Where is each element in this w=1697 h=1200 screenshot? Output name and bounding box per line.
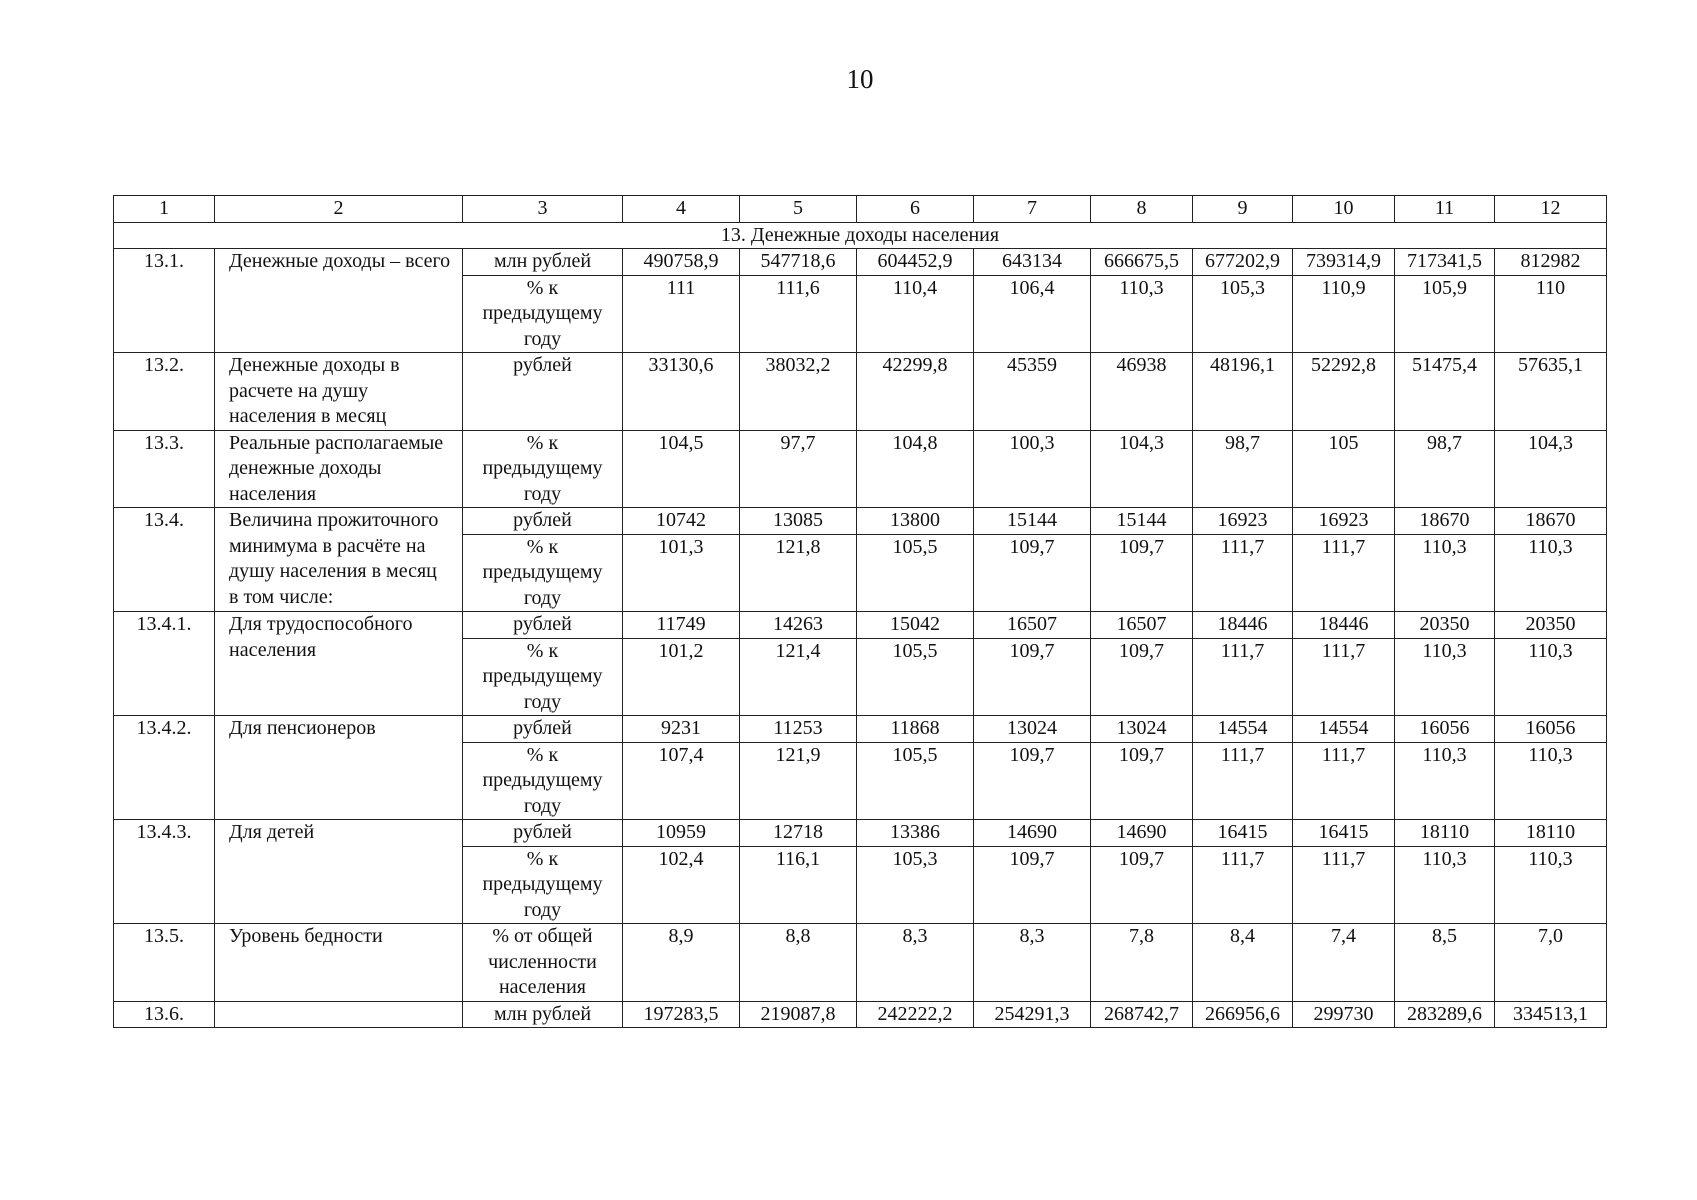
table-row xyxy=(114,508,1607,535)
value-cell: 104,5 xyxy=(623,430,740,508)
row-name xyxy=(215,249,463,353)
value-cell: 15144 xyxy=(974,508,1091,535)
value-cell: 13085 xyxy=(740,508,857,535)
table-row xyxy=(114,249,1607,276)
row-name-text: Реальные располагаемые денежные доходы населения xyxy=(229,431,444,505)
value-cell: 16056 xyxy=(1395,716,1495,743)
value-cell: 812982 xyxy=(1495,249,1607,276)
value-cell: 13386 xyxy=(857,820,974,847)
value-cell: 106,4 xyxy=(974,275,1091,353)
column-number-cell: 6 xyxy=(857,196,974,223)
table-row xyxy=(114,1001,1607,1028)
page-number: 10 xyxy=(846,64,874,94)
table-row xyxy=(114,716,1607,743)
value-cell: 14554 xyxy=(1293,716,1395,743)
income-table xyxy=(113,195,1607,1028)
value-cell: 7,0 xyxy=(1495,924,1607,1002)
value-cell: 14690 xyxy=(974,820,1091,847)
value-cell: 14690 xyxy=(1091,820,1193,847)
value-cell: 9231 xyxy=(623,716,740,743)
value-cell: 14554 xyxy=(1193,716,1293,743)
value-cell: 109,7 xyxy=(974,638,1091,716)
value-cell: 11253 xyxy=(740,716,857,743)
value-cell: 110,9 xyxy=(1293,275,1395,353)
value-cell: 111,6 xyxy=(740,275,857,353)
value-cell: 98,7 xyxy=(1395,430,1495,508)
column-number-cell: 8 xyxy=(1091,196,1193,223)
row-code: 13.4. xyxy=(114,508,215,612)
row-unit: рублей xyxy=(463,353,623,431)
value-cell: 13024 xyxy=(1091,716,1193,743)
value-cell: 18670 xyxy=(1495,508,1607,535)
row-name-text: Денежные доходы – всего xyxy=(229,250,451,272)
row-name xyxy=(215,508,463,612)
value-cell: 110 xyxy=(1495,275,1607,353)
column-number-cell: 11 xyxy=(1395,196,1495,223)
value-cell: 18110 xyxy=(1395,820,1495,847)
value-cell: 109,7 xyxy=(974,534,1091,612)
value-cell: 15144 xyxy=(1091,508,1193,535)
row-unit: % к предыдущему году xyxy=(463,534,623,612)
value-cell: 104,3 xyxy=(1495,430,1607,508)
value-cell: 105 xyxy=(1293,430,1395,508)
value-cell: 18670 xyxy=(1395,508,1495,535)
table-body xyxy=(114,196,1607,1028)
row-unit: рублей xyxy=(463,820,623,847)
table-row xyxy=(114,924,1607,1002)
value-cell: 111,7 xyxy=(1293,846,1395,924)
value-cell: 283289,6 xyxy=(1395,1001,1495,1028)
value-cell: 111,7 xyxy=(1293,534,1395,612)
value-cell: 121,8 xyxy=(740,534,857,612)
value-cell: 266956,6 xyxy=(1193,1001,1293,1028)
row-code: 13.4.2. xyxy=(114,716,215,820)
value-cell: 14263 xyxy=(740,612,857,639)
value-cell: 121,9 xyxy=(740,742,857,820)
row-name-text: Для детей xyxy=(229,821,315,843)
row-name-text: Величина прожиточного минимума в расчёте на душу населения в месяц xyxy=(229,509,439,582)
row-unit: млн рублей xyxy=(463,249,623,276)
value-cell: 666675,5 xyxy=(1091,249,1193,276)
value-cell: 677202,9 xyxy=(1193,249,1293,276)
value-cell: 57635,1 xyxy=(1495,353,1607,431)
table-row xyxy=(114,612,1607,639)
value-cell: 105,9 xyxy=(1395,275,1495,353)
row-unit: % к предыдущему году xyxy=(463,638,623,716)
value-cell: 110,3 xyxy=(1495,638,1607,716)
value-cell: 299730 xyxy=(1293,1001,1395,1028)
value-cell: 334513,1 xyxy=(1495,1001,1607,1028)
value-cell: 105,5 xyxy=(857,742,974,820)
value-cell: 109,7 xyxy=(1091,534,1193,612)
row-code: 13.4.1. xyxy=(114,612,215,716)
value-cell: 110,3 xyxy=(1495,534,1607,612)
value-cell: 111,7 xyxy=(1193,638,1293,716)
value-cell: 20350 xyxy=(1495,612,1607,639)
value-cell: 8,3 xyxy=(974,924,1091,1002)
value-cell: 105,5 xyxy=(857,534,974,612)
value-cell: 16056 xyxy=(1495,716,1607,743)
value-cell: 51475,4 xyxy=(1395,353,1495,431)
value-cell: 109,7 xyxy=(974,846,1091,924)
value-cell: 101,3 xyxy=(623,534,740,612)
value-cell: 105,3 xyxy=(1193,275,1293,353)
value-cell: 268742,7 xyxy=(1091,1001,1193,1028)
value-cell: 111,7 xyxy=(1193,742,1293,820)
value-cell: 116,1 xyxy=(740,846,857,924)
value-cell: 100,3 xyxy=(974,430,1091,508)
value-cell: 110,3 xyxy=(1395,742,1495,820)
row-code: 13.3. xyxy=(114,430,215,508)
row-unit: % к предыдущему году xyxy=(463,846,623,924)
column-number-cell: 9 xyxy=(1193,196,1293,223)
value-cell: 111,7 xyxy=(1193,534,1293,612)
section-title: 13. Денежные доходы населения xyxy=(114,222,1607,249)
value-cell: 18446 xyxy=(1293,612,1395,639)
value-cell: 7,4 xyxy=(1293,924,1395,1002)
value-cell: 110,3 xyxy=(1395,846,1495,924)
value-cell: 8,5 xyxy=(1395,924,1495,1002)
row-name xyxy=(215,1001,463,1028)
row-name xyxy=(215,430,463,508)
column-number-cell: 1 xyxy=(114,196,215,223)
row-unit: рублей xyxy=(463,508,623,535)
value-cell: 16415 xyxy=(1293,820,1395,847)
value-cell: 48196,1 xyxy=(1193,353,1293,431)
row-name-text: Уровень бедности xyxy=(229,925,383,947)
value-cell: 8,8 xyxy=(740,924,857,1002)
value-cell: 10742 xyxy=(623,508,740,535)
row-name-text: Для пенсионеров xyxy=(229,717,376,739)
value-cell: 105,3 xyxy=(857,846,974,924)
value-cell: 219087,8 xyxy=(740,1001,857,1028)
row-name-suffix: в том числе: xyxy=(229,585,334,608)
value-cell: 52292,8 xyxy=(1293,353,1395,431)
value-cell: 604452,9 xyxy=(857,249,974,276)
row-unit: % к предыдущему году xyxy=(463,275,623,353)
value-cell: 242222,2 xyxy=(857,1001,974,1028)
row-code: 13.4.3. xyxy=(114,820,215,924)
column-number-cell: 12 xyxy=(1495,196,1607,223)
table-row xyxy=(114,353,1607,431)
value-cell: 547718,6 xyxy=(740,249,857,276)
value-cell: 490758,9 xyxy=(623,249,740,276)
row-code: 13.1. xyxy=(114,249,215,353)
value-cell: 18110 xyxy=(1495,820,1607,847)
value-cell: 102,4 xyxy=(623,846,740,924)
value-cell: 11749 xyxy=(623,612,740,639)
value-cell: 110,3 xyxy=(1495,846,1607,924)
value-cell: 15042 xyxy=(857,612,974,639)
column-number-cell: 3 xyxy=(463,196,623,223)
row-unit: % от общей численности населения xyxy=(463,924,623,1002)
value-cell: 104,8 xyxy=(857,430,974,508)
column-number-cell: 5 xyxy=(740,196,857,223)
row-name xyxy=(215,353,463,431)
value-cell: 16507 xyxy=(974,612,1091,639)
row-name xyxy=(215,924,463,1002)
value-cell: 16923 xyxy=(1293,508,1395,535)
value-cell: 105,5 xyxy=(857,638,974,716)
value-cell: 18446 xyxy=(1193,612,1293,639)
value-cell: 739314,9 xyxy=(1293,249,1395,276)
value-cell: 111,7 xyxy=(1293,638,1395,716)
value-cell: 16923 xyxy=(1193,508,1293,535)
value-cell: 97,7 xyxy=(740,430,857,508)
value-cell: 42299,8 xyxy=(857,353,974,431)
row-name-text: Денежные доходы в расчете на душу населения в месяц xyxy=(229,354,400,427)
value-cell: 101,2 xyxy=(623,638,740,716)
row-unit: млн рублей xyxy=(463,1001,623,1028)
row-code: 13.2. xyxy=(114,353,215,431)
value-cell: 110,3 xyxy=(1495,742,1607,820)
row-code: 13.6. xyxy=(114,1001,215,1028)
value-cell: 45359 xyxy=(974,353,1091,431)
row-name xyxy=(215,612,463,716)
row-code: 13.5. xyxy=(114,924,215,1002)
value-cell: 16415 xyxy=(1193,820,1293,847)
value-cell: 10959 xyxy=(623,820,740,847)
value-cell: 7,8 xyxy=(1091,924,1193,1002)
value-cell: 717341,5 xyxy=(1395,249,1495,276)
value-cell: 121,4 xyxy=(740,638,857,716)
row-unit: % к предыдущему году xyxy=(463,430,623,508)
row-name xyxy=(215,716,463,820)
row-unit: рублей xyxy=(463,716,623,743)
value-cell: 13024 xyxy=(974,716,1091,743)
value-cell: 109,7 xyxy=(1091,742,1193,820)
value-cell: 16507 xyxy=(1091,612,1193,639)
row-unit: % к предыдущему году xyxy=(463,742,623,820)
value-cell: 109,7 xyxy=(974,742,1091,820)
value-cell: 110,3 xyxy=(1395,534,1495,612)
column-number-cell: 2 xyxy=(215,196,463,223)
column-number-cell: 7 xyxy=(974,196,1091,223)
value-cell: 643134 xyxy=(974,249,1091,276)
section-title-row xyxy=(114,222,1607,249)
value-cell: 98,7 xyxy=(1193,430,1293,508)
value-cell: 110,3 xyxy=(1091,275,1193,353)
table-row xyxy=(114,820,1607,847)
value-cell: 33130,6 xyxy=(623,353,740,431)
value-cell: 12718 xyxy=(740,820,857,847)
value-cell: 109,7 xyxy=(1091,638,1193,716)
value-cell: 109,7 xyxy=(1091,846,1193,924)
value-cell: 8,4 xyxy=(1193,924,1293,1002)
value-cell: 13800 xyxy=(857,508,974,535)
row-name xyxy=(215,820,463,924)
value-cell: 8,9 xyxy=(623,924,740,1002)
row-unit: рублей xyxy=(463,612,623,639)
row-name-text: Для трудоспособного населения xyxy=(229,613,413,661)
table-row xyxy=(114,430,1607,508)
value-cell: 110,3 xyxy=(1395,638,1495,716)
value-cell: 111 xyxy=(623,275,740,353)
value-cell: 104,3 xyxy=(1091,430,1193,508)
value-cell: 11868 xyxy=(857,716,974,743)
value-cell: 46938 xyxy=(1091,353,1193,431)
column-number-row xyxy=(114,196,1607,223)
value-cell: 8,3 xyxy=(857,924,974,1002)
value-cell: 254291,3 xyxy=(974,1001,1091,1028)
value-cell: 110,4 xyxy=(857,275,974,353)
value-cell: 20350 xyxy=(1395,612,1495,639)
value-cell: 111,7 xyxy=(1293,742,1395,820)
value-cell: 38032,2 xyxy=(740,353,857,431)
column-number-cell: 10 xyxy=(1293,196,1395,223)
column-number-cell: 4 xyxy=(623,196,740,223)
value-cell: 107,4 xyxy=(623,742,740,820)
value-cell: 111,7 xyxy=(1193,846,1293,924)
value-cell: 197283,5 xyxy=(623,1001,740,1028)
